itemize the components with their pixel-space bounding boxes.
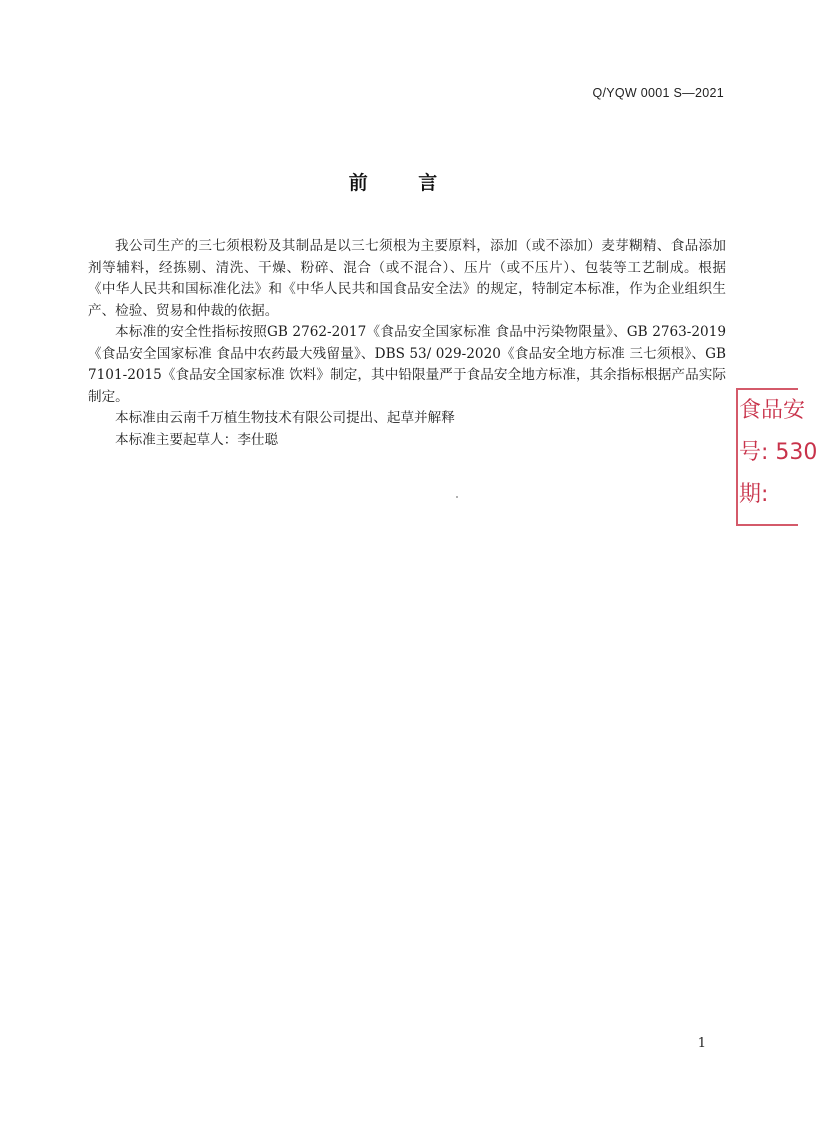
registration-stamp: [736, 388, 817, 526]
paragraph-proposer: 本标准由云南千万植生物技术有限公司提出、起草并解释: [115, 410, 455, 426]
foreword-body: [88, 236, 726, 451]
paragraph-safety-indicators: 本标准的安全性指标按照GB 2762-2017《食品安全国家标准 食品中污染物限量》、GB 2763-2019《食品安全国家标准 食品中农药最大残留量》、DBS 53/ 029-2020《食品安全地方标准 三七须根》、GB 7101-2015《食品安全国家标准 饮料》制定，其中铅限量严于食品安全地方标准，其余指标根据产品实际制定。: [88, 324, 726, 405]
paragraph-drafter: 本标准主要起草人：李仕聪: [115, 431, 279, 448]
scan-speck: [456, 496, 458, 498]
stamp-line-3: 期:: [739, 482, 769, 507]
stamp-line-2: 号: 530: [739, 440, 817, 465]
page-number: 1: [697, 1036, 706, 1051]
stamp-line-1: 食品安: [739, 398, 806, 423]
document-code: Q/YQW 0001 S—2021: [592, 86, 724, 100]
paragraph-production: 我公司生产的三七须根粉及其制品是以三七须根为主要原料，添加（或不添加）麦芽糊精、食品添加剂等辅料，经拣剔、清洗、干燥、粉碎、混合（或不混合）、压片（或不压片）、包装等工艺制成。根据《中华人民共和国标准化法》和《中华人民共和国食品安全法》的规定，特制定本标准，作为企业组织生产、检验、贸易和仲裁的依据。: [88, 238, 726, 319]
page-title: 前 言: [348, 172, 460, 194]
